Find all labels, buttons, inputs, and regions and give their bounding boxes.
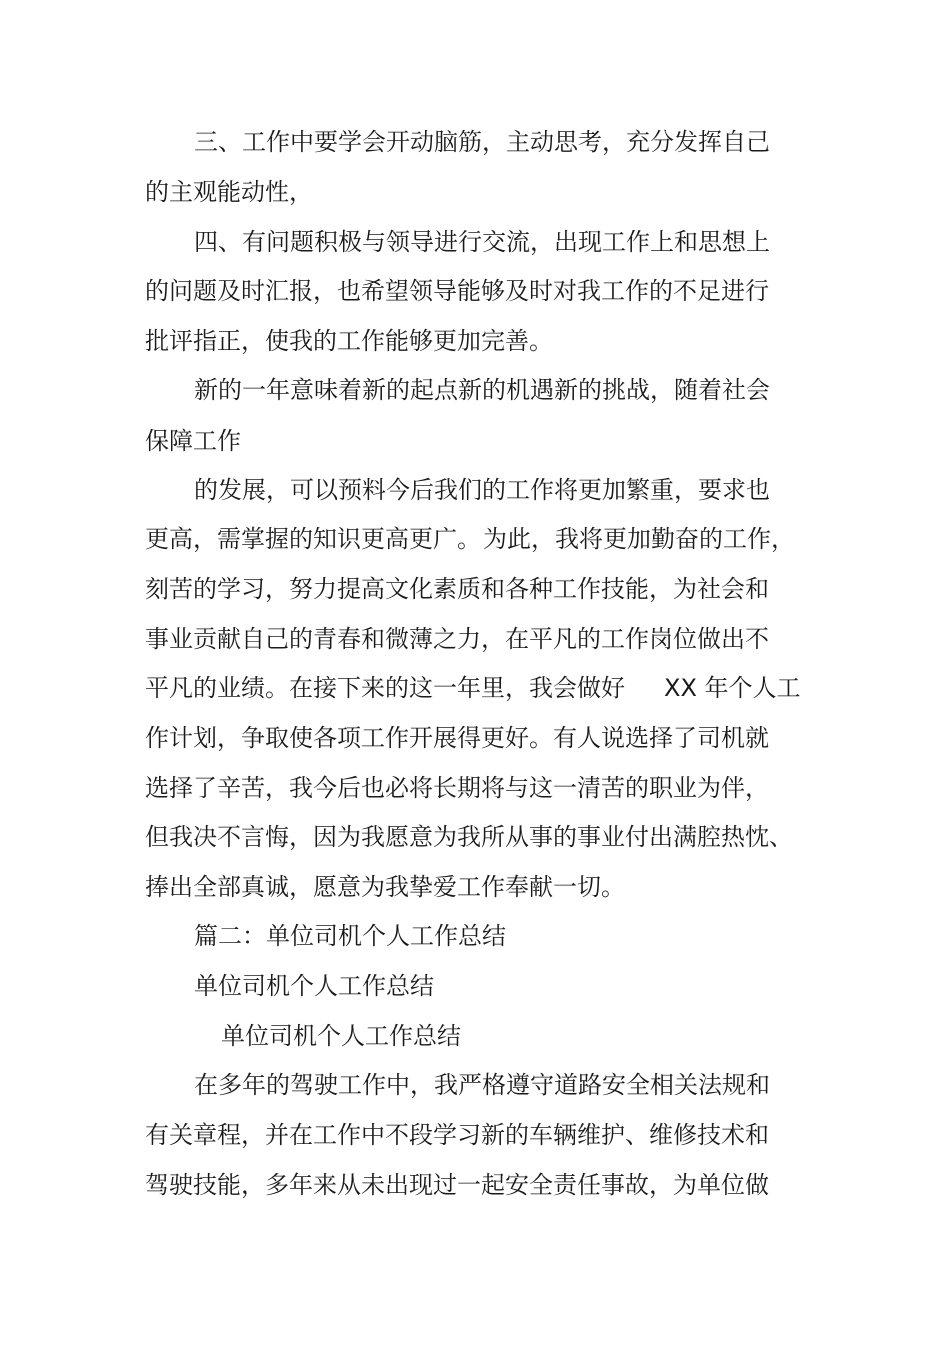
text-line: 有关章程，并在工作中不段学习新的车辆维护、维修技术和 <box>145 1121 769 1149</box>
text-line: 保障工作 <box>145 427 241 455</box>
text-line: 作计划，争取使各项工作开展得更好。有人说选择了司机就 <box>145 724 769 752</box>
text-line: 四、有问题积极与领导进行交流，出现工作上和思想上 <box>194 228 770 256</box>
text-line: 捧出全部真诚，愿意为我挚爱工作奉献一切。 <box>145 873 625 901</box>
text-line: 的问题及时汇报，也希望领导能够及时对我工作的不足进行 <box>145 277 769 305</box>
text-line: 在多年的驾驶工作中，我严格遵守道路安全相关法规和 <box>194 1071 770 1099</box>
section-subtitle: 单位司机个人工作总结 <box>221 1022 461 1050</box>
text-line: 批评指正，使我的工作能够更加完善。 <box>145 327 553 355</box>
text-line: 事业贡献自己的青春和微薄之力，在平凡的工作岗位做出不 <box>145 625 769 653</box>
section-title: 单位司机个人工作总结 <box>194 972 434 1000</box>
section-heading: 篇二：单位司机个人工作总结 <box>194 922 506 950</box>
text-line: 三、工作中要学会开动脑筋，主动思考，充分发挥自己 <box>194 128 770 156</box>
text-line: 驾驶技能，多年来从未出现过一起安全责任事故，为单位做 <box>145 1171 769 1199</box>
text-line: 但我决不言悔，因为我愿意为我所从事的事业付出满腔热忱、 <box>145 823 793 851</box>
text-line: 选择了辛苦，我今后也必将长期将与这一清苦的职业为伴， <box>145 774 769 802</box>
text-line: 平凡的业绩。在接下来的这一年里，我会做好 <box>145 674 625 702</box>
text-line: 新的一年意味着新的起点新的机遇新的挑战，随着社会 <box>194 376 770 404</box>
text-line: 刻苦的学习，努力提高文化素质和各种工作技能，为社会和 <box>145 575 769 603</box>
text-line: 的发展，可以预料今后我们的工作将更加繁重，要求也 <box>194 476 770 504</box>
text-line: 更高，需掌握的知识更高更广。 <box>145 525 481 553</box>
text-line: XX 年个人工 <box>664 674 801 702</box>
text-line: 为此，我将更加勤奋的工作， <box>483 525 795 553</box>
text-line: 的主观能动性， <box>145 178 313 206</box>
